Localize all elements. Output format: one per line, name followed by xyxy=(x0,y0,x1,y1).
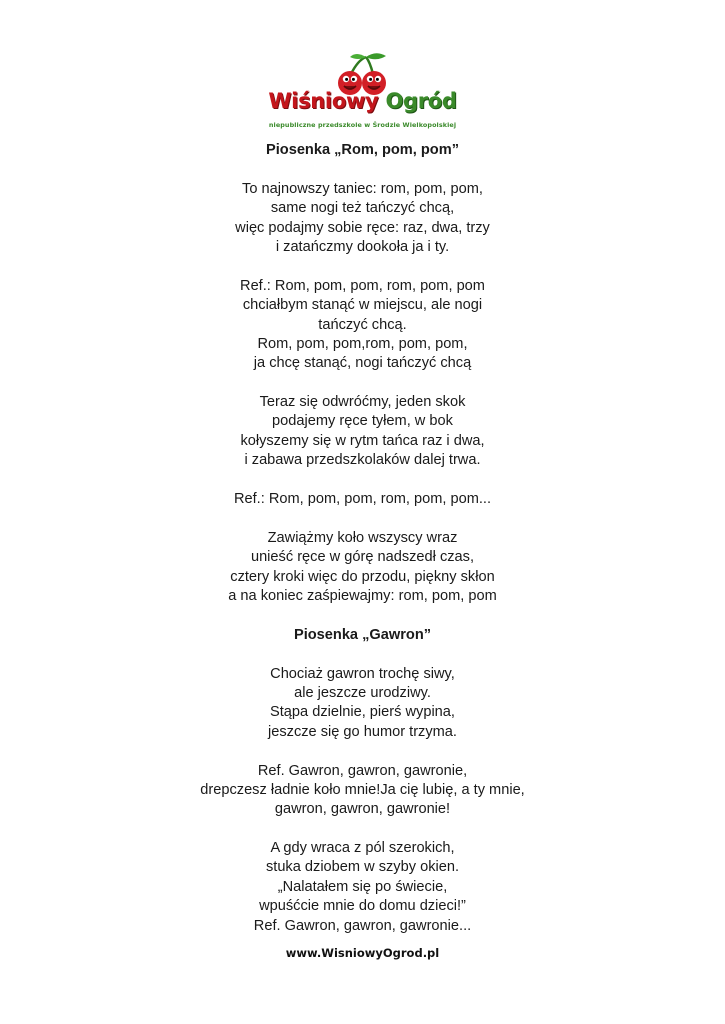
stanza xyxy=(0,277,725,374)
lyric-line: więc podajmy sobie ręce: raz, dwa, trzy xyxy=(235,219,490,236)
lyric-line: Ref. Gawron, gawron, gawronie... xyxy=(253,917,472,934)
lyric-line: same nogi też tańczyć chcą, xyxy=(270,200,455,217)
song1-stanzas xyxy=(0,180,725,607)
song-content xyxy=(0,141,725,955)
lyric-line: „Nalatałem się po świecie, xyxy=(277,878,448,895)
lyric-line: i zatańczmy dookoła ja i ty. xyxy=(275,238,450,255)
lyric-line: chciałbym stanąć w miejscu, ale nogi xyxy=(242,297,483,314)
lyric-line: stuka dziobem w szyby okien. xyxy=(265,859,460,876)
lyric-line: jeszcze się go humor trzyma. xyxy=(268,723,457,740)
stanza xyxy=(0,762,725,820)
stanza xyxy=(0,839,725,936)
lyric-line: a na koniec zaśpiewajmy: rom, pom, pom xyxy=(228,587,497,604)
stanza xyxy=(0,393,725,471)
lyric-line: i zabawa przedszkolaków dalej trwa. xyxy=(244,452,481,469)
lyric-line: cztery kroki więc do przodu, piękny skłon xyxy=(230,568,495,585)
stanza xyxy=(0,665,725,743)
lyric-line: Ref. Gawron, gawron, gawronie, xyxy=(257,762,468,779)
lyric-line: ja chcę stanąć, nogi tańczyć chcą xyxy=(253,355,472,372)
song2-title: Piosenka „Gawron” xyxy=(293,626,432,643)
lyric-line: A gdy wraca z pól szerokich, xyxy=(270,840,455,857)
stanza xyxy=(0,529,725,607)
lyric-line: kołyszemy się w rytm tańca raz i dwa, xyxy=(240,432,485,449)
stanza xyxy=(0,490,725,509)
lyric-line: gawron, gawron, gawronie! xyxy=(274,801,451,818)
lyric-line: Teraz się odwróćmy, jeden skok xyxy=(259,394,466,411)
song1-title: Piosenka „Rom, pom, pom” xyxy=(266,142,459,158)
logo-name-part1: Wiśniowy xyxy=(268,89,379,113)
logo-subtitle: niepubliczne przedszkole w Środzie Wielkopolskiej xyxy=(268,121,457,129)
lyric-line: Ref.: Rom, pom, pom, rom, pom, pom... xyxy=(233,491,492,508)
logo-name xyxy=(0,89,725,113)
lyric-line: To najnowszy taniec: rom, pom, pom, xyxy=(242,180,483,197)
lyric-line: Rom, pom, pom,rom, pom, pom, xyxy=(257,335,468,352)
lyric-line: tańczyć chcą. xyxy=(318,316,407,333)
lyric-line: Chociaż gawron trochę siwy, xyxy=(270,665,455,682)
stanza xyxy=(0,180,725,258)
song2-stanzas xyxy=(0,665,725,936)
lyric-line: Zawiążmy koło wszyscy wraz xyxy=(267,529,458,546)
lyric-line: podajemy ręce tyłem, w bok xyxy=(272,413,453,430)
lyric-line: Stąpa dzielnie, pierś wypina, xyxy=(270,704,455,721)
lyric-line: Ref.: Rom, pom, pom, rom, pom, pom xyxy=(240,277,485,294)
logo-name-part2: Ogród xyxy=(385,89,457,113)
footer-url[interactable]: www.WisniowyOgrod.pl xyxy=(285,946,440,960)
lyric-line: ale jeszcze urodziwy. xyxy=(294,684,431,701)
lyric-line: wpuśćcie mnie do domu dzieci!” xyxy=(259,898,466,915)
lyric-line: unieść ręce w górę nadszedł czas, xyxy=(250,549,475,566)
lyric-line: drepczesz ładnie koło mnie!Ja cię lubię, a ty mnie, xyxy=(200,781,525,798)
